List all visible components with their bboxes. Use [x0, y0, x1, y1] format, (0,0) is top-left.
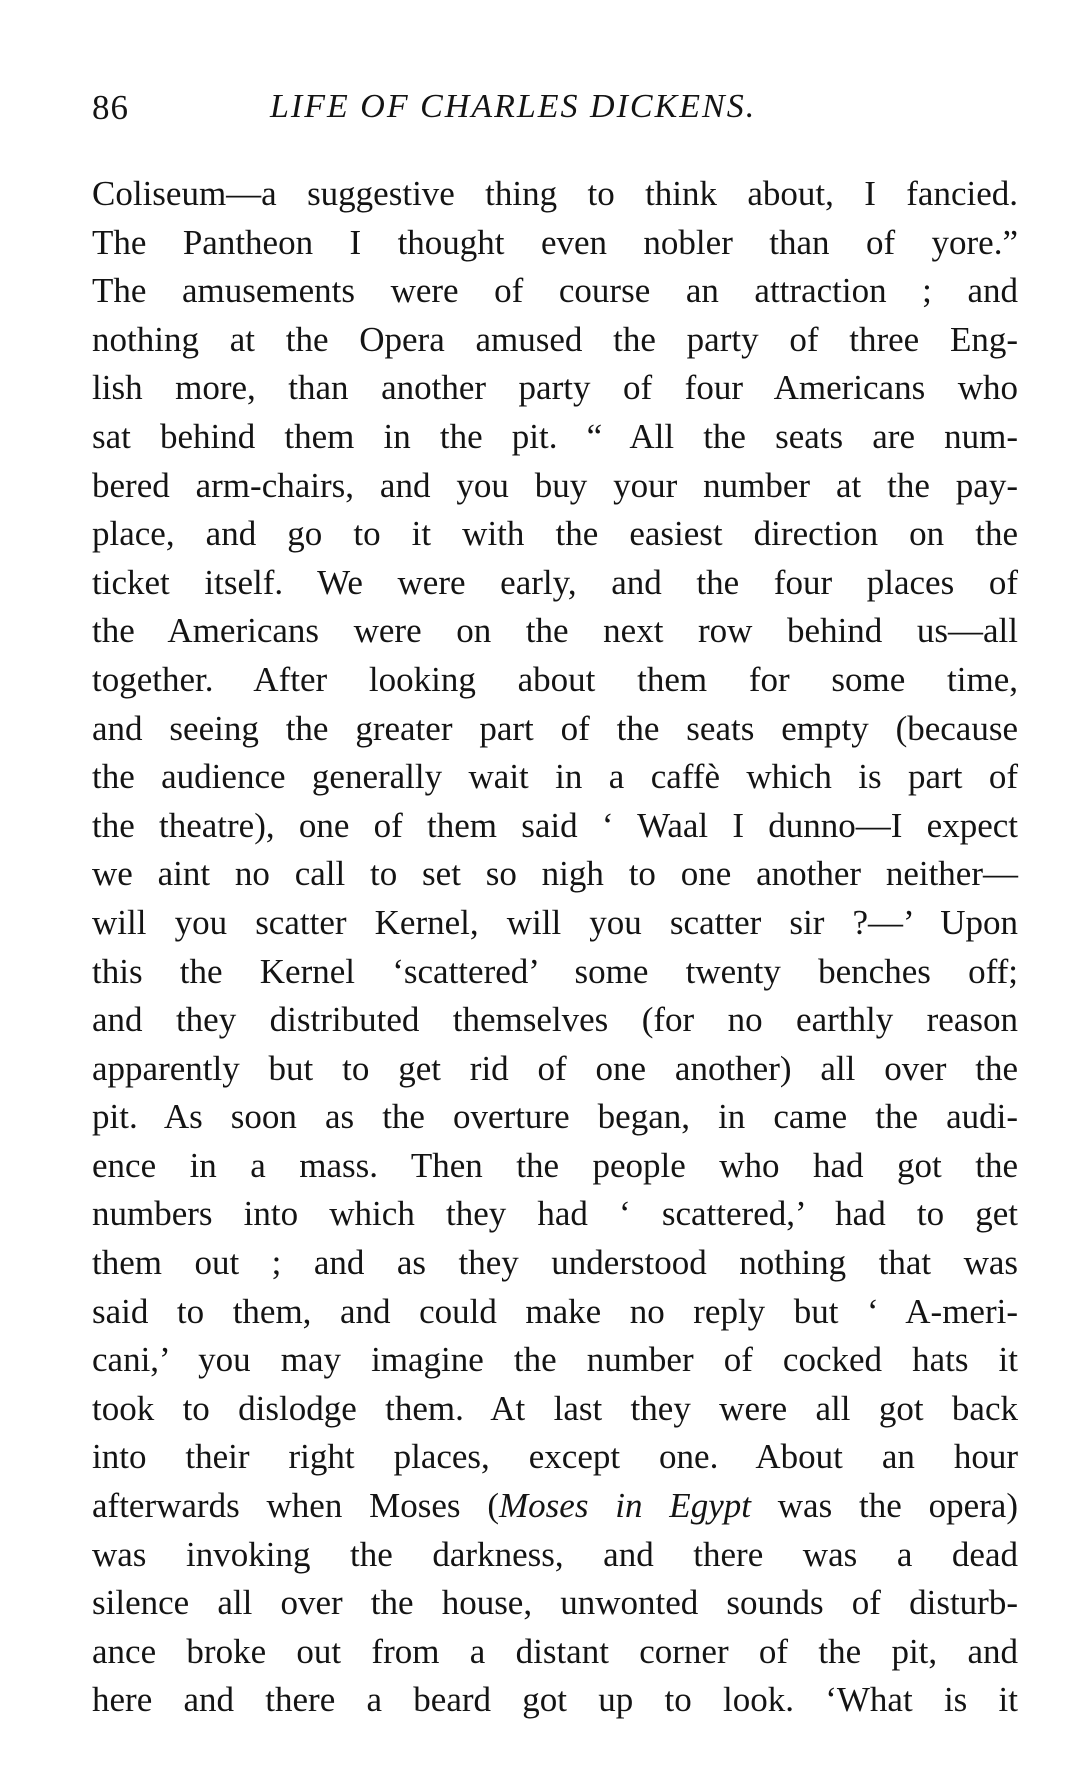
text-line: numbers into which they had ‘ scattered,’ had to get — [92, 1194, 1018, 1234]
text-line-with-italic-title — [92, 1482, 1018, 1531]
text-line: sat behind them in the pit. “ All the seats are num- — [92, 416, 1018, 456]
text-line: nothing at the Opera amused the party of three Eng- — [92, 319, 1018, 359]
text-line: the Americans were on the next row behind us—all — [92, 611, 1018, 651]
text-line: and seeing the greater part of the seats empty (because — [92, 708, 1018, 748]
running-title: LIFE OF CHARLES DICKENS. — [270, 88, 757, 125]
text-line: this the Kernel ‘scattered’ some twenty benches off; — [92, 951, 1018, 991]
text-line: took to dislodge them. At last they were all got back — [92, 1388, 1018, 1428]
text-line: them out ; and as they understood nothing that was — [92, 1243, 1018, 1283]
body-text — [92, 170, 1018, 1725]
line-fragment: afterwards when Moses ( — [92, 1486, 500, 1526]
text-line: said to them, and could make no reply but ‘ A-meri- — [92, 1291, 1018, 1331]
text-line: Coliseum—a suggestive thing to think about, I fancied. — [92, 174, 1018, 213]
running-head — [92, 88, 1032, 138]
text-line: together. After looking about them for some time, — [92, 659, 1018, 699]
text-line: silence all over the house, unwonted sounds of disturb- — [92, 1583, 1018, 1623]
text-line: place, and go to it with the easiest direction on the — [92, 514, 1018, 554]
page-number: 86 — [92, 88, 129, 127]
text-line: apparently but to get rid of one another) all over the — [92, 1048, 1018, 1088]
text-line: pit. As soon as the overture began, in came the audi- — [92, 1097, 1018, 1137]
text-line: ance broke out from a distant corner of the pit, and — [92, 1631, 1018, 1671]
text-line: we aint no call to set so nigh to one another neither— — [92, 854, 1018, 894]
text-line: into their right places, except one. About an hour — [92, 1437, 1018, 1477]
text-line: ence in a mass. Then the people who had got the — [92, 1145, 1018, 1185]
line-fragment: was the opera) — [750, 1486, 1018, 1526]
text-line: here and there a beard got up to look. ‘What is it — [92, 1680, 1018, 1720]
text-line: lish more, than another party of four Americans who — [92, 368, 1018, 408]
text-line: The Pantheon I thought even nobler than of yore.” — [92, 222, 1018, 262]
text-line: the audience generally wait in a caffè which is part of — [92, 757, 1018, 797]
text-line: The amusements were of course an attraction ; and — [92, 271, 1018, 311]
text-line: ticket itself. We were early, and the four places of — [92, 562, 1018, 602]
text-line: will you scatter Kernel, will you scatter sir ?—’ Upon — [92, 902, 1018, 942]
text-line: was invoking the darkness, and there was a dead — [92, 1534, 1018, 1574]
text-line: and they distributed themselves (for no earthly reason — [92, 1000, 1018, 1040]
text-line: cani,’ you may imagine the number of cocked hats it — [92, 1340, 1018, 1380]
text-line: the theatre), one of them said ‘ Waal I dunno—I expect — [92, 805, 1018, 845]
opera-title: Moses in Egypt — [499, 1486, 751, 1526]
text-line: bered arm-chairs, and you buy your number at the pay- — [92, 465, 1018, 505]
